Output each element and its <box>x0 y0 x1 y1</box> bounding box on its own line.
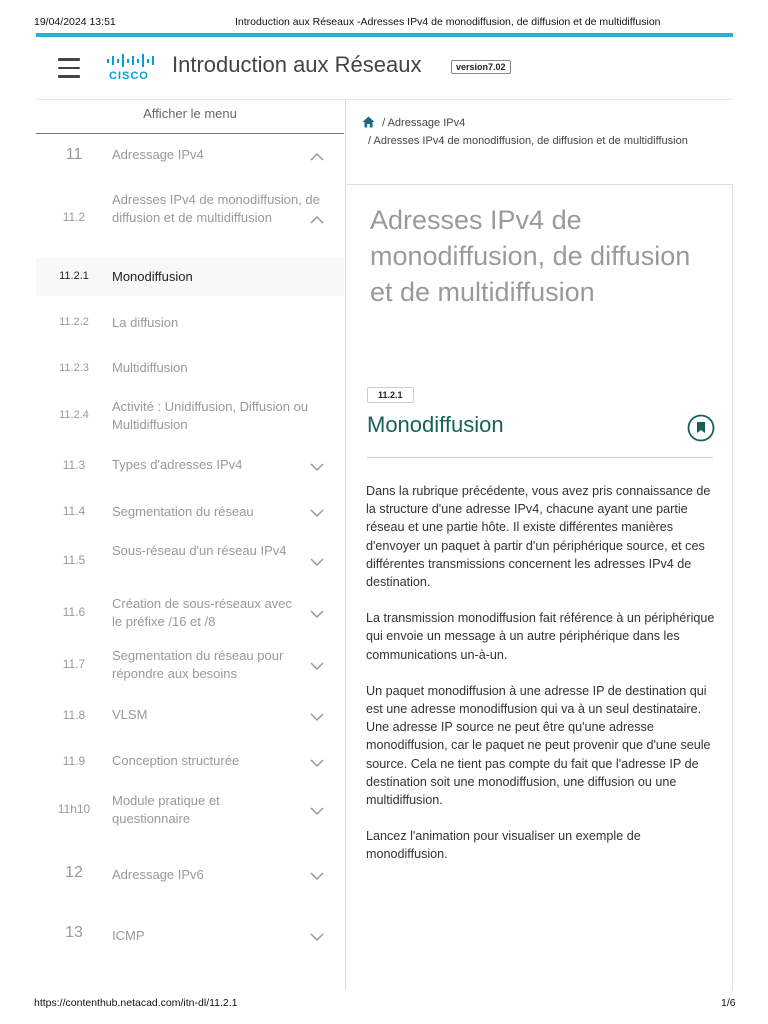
print-datetime: 19/04/2024 13:51 <box>34 16 116 28</box>
sidebar-item-label: Adressage IPv6 <box>112 867 204 882</box>
app-header <box>36 40 733 98</box>
sidebar-item-number: 11.2.1 <box>59 270 89 282</box>
sidebar-item-module-11[interactable] <box>36 140 344 170</box>
sidebar-item-11-6[interactable] <box>36 592 344 634</box>
section-divider <box>367 457 713 458</box>
chevron-down-icon[interactable] <box>310 871 324 881</box>
sidebar-item-label: Monodiffusion <box>112 269 193 284</box>
sidebar-item-label: Adressage IPv4 <box>112 147 204 162</box>
sidebar-item-label: Adresses IPv4 de monodiffusion, de diffusion et de multidiffusion <box>112 192 320 225</box>
paragraph: Lancez l'animation pour visualiser un exemple de monodiffusion. <box>366 829 641 862</box>
sidebar-item-number: 11.8 <box>62 708 86 722</box>
sidebar-item-11-3[interactable] <box>36 450 344 480</box>
sidebar-item-11-2-3[interactable] <box>36 352 344 386</box>
sidebar-item-label: Activité : Unidiffusion, Diffusion ou Multidiffusion <box>112 399 309 432</box>
sidebar-item-label: Segmentation du réseau <box>112 504 254 519</box>
chevron-down-icon[interactable] <box>310 712 324 722</box>
print-header <box>0 16 768 32</box>
cisco-bridge-icon <box>106 54 156 68</box>
chevron-down-icon[interactable] <box>310 758 324 768</box>
chevron-up-icon[interactable] <box>310 215 324 225</box>
version-badge: version7.02 <box>451 60 511 74</box>
sidebar-item-label: VLSM <box>112 707 148 722</box>
section-body <box>366 482 721 882</box>
sidebar-item-11-8[interactable] <box>36 700 344 730</box>
hamburger-menu-icon[interactable] <box>58 58 80 78</box>
sidebar-item-11-4[interactable] <box>36 496 344 526</box>
logo-text: CISCO <box>109 70 149 82</box>
chevron-down-icon[interactable] <box>310 806 324 816</box>
sidebar-item-number: 11.4 <box>62 504 86 518</box>
bookmark-icon[interactable] <box>687 414 715 442</box>
sidebar-item-label: Multidiffusion <box>112 360 188 375</box>
sidebar-item-number: 11.7 <box>62 657 86 671</box>
breadcrumb-level2-link[interactable]: Adresses IPv4 de monodiffusion, de diffusion et de multidiffusion <box>373 135 688 147</box>
sidebar-item-11-2[interactable] <box>36 188 344 250</box>
sidebar-item-11-2-1[interactable] <box>36 258 344 296</box>
sidebar-item-number: 12 <box>65 864 83 881</box>
sidebar-item-label: Types d'adresses IPv4 <box>112 457 243 472</box>
sidebar-item-label: Conception structurée <box>112 753 240 768</box>
section-number-tag: 11.2.1 <box>367 387 414 403</box>
sidebar-item-11-2-4[interactable] <box>36 396 344 440</box>
sidebar-item-11-9[interactable] <box>36 746 344 776</box>
header-divider <box>36 99 733 100</box>
chevron-up-icon[interactable] <box>310 152 324 162</box>
sidebar-item-label: Module pratique et questionnaire <box>112 793 220 826</box>
sidebar-item-number: 11.2.2 <box>59 316 89 328</box>
sidebar-item-module-12[interactable] <box>36 858 344 892</box>
cisco-logo[interactable] <box>106 54 156 82</box>
sidebar-item-number: 11.2 <box>62 210 86 224</box>
sidebar-item-number: 11.2.3 <box>59 362 89 374</box>
print-footer <box>0 997 768 1013</box>
sidebar-item-label: ICMP <box>112 928 145 943</box>
sidebar-item-number: 11.9 <box>62 754 86 768</box>
sidebar-item-11-5[interactable] <box>36 540 344 582</box>
sidebar-item-number: 11h10 <box>57 802 91 816</box>
sidebar-item-number: 11.3 <box>62 458 86 472</box>
home-icon[interactable] <box>362 116 375 128</box>
app-title: Introduction aux Réseaux <box>172 52 422 77</box>
accent-bar <box>36 33 733 37</box>
paragraph: Un paquet monodiffusion à une adresse IP de destination qui est une adresse monodiffusion qui va à un seul destinataire. Une adresse IP source ne peut être qu'une adresse monodiffusion, car le paquet ne peut provenir que d'une seule source. Cela ne tient pas compte du fait que l'adresse IP de destination soit une monodiffusion, une diffusion ou une multidiffusion. <box>366 683 711 808</box>
sidebar-item-11-2-2[interactable] <box>36 306 344 340</box>
chevron-down-icon[interactable] <box>310 557 324 567</box>
sidebar-item-label: Création de sous-réseaux avec le préfixe /16 et /8 <box>112 596 292 629</box>
chevron-down-icon[interactable] <box>310 508 324 518</box>
chevron-down-icon[interactable] <box>310 462 324 472</box>
sidebar-item-label: La diffusion <box>112 315 179 330</box>
sidebar-item-number: 11.5 <box>62 553 86 567</box>
chevron-down-icon[interactable] <box>310 932 324 942</box>
sidebar-item-11-7[interactable] <box>36 644 344 686</box>
paragraph: Dans la rubrique précédente, vous avez pris connaissance de la structure d'une adresse IPv4, chacune ayant une partie réseau et une partie hôte. Il existe différentes manières d'envoyer un paquet à partir d'un périphérique source, et ces différentes transmissions concernent les adresses IPv4 de destination. <box>366 484 711 590</box>
section-title: Monodiffusion <box>367 412 504 437</box>
paragraph: La transmission monodiffusion fait référence à un périphérique qui envoie un message à un autre périphérique dans les communications un-à-un. <box>366 611 715 662</box>
breadcrumb-level1-link[interactable]: Adressage IPv4 <box>387 117 466 129</box>
breadcrumb: / Adressage IPv4 / Adresses IPv4 de monodiffusion, de diffusion et de multidiffusion <box>362 114 722 150</box>
page-number: 1/6 <box>721 997 736 1009</box>
sidebar-item-module-13[interactable] <box>36 918 344 952</box>
sidebar-item-number: 11.6 <box>62 605 86 619</box>
print-document-title: Introduction aux Réseaux -Adresses IPv4 de monodiffusion, de diffusion et de multidiffusion <box>235 16 661 28</box>
sidebar-item-label: Segmentation du réseau pour répondre aux besoins <box>112 648 284 681</box>
sidebar-divider <box>345 100 346 990</box>
page-url: https://contenthub.netacad.com/itn-dl/11.2.1 <box>34 997 238 1009</box>
menu-divider <box>36 133 344 134</box>
sidebar-item-number: 11.2.4 <box>59 409 89 421</box>
sidebar-item-number: 13 <box>65 924 83 941</box>
chevron-down-icon[interactable] <box>310 661 324 671</box>
sidebar-item-11-10[interactable] <box>36 790 344 832</box>
sidebar-item-label: Sous-réseau d'un réseau IPv4 <box>112 543 287 558</box>
page-title: Adresses IPv4 de monodiffusion, de diffusion et de multidiffusion <box>370 205 691 307</box>
show-menu-button[interactable]: Afficher le menu <box>143 106 237 121</box>
chevron-down-icon[interactable] <box>310 609 324 619</box>
sidebar-item-number: 11 <box>65 146 83 163</box>
